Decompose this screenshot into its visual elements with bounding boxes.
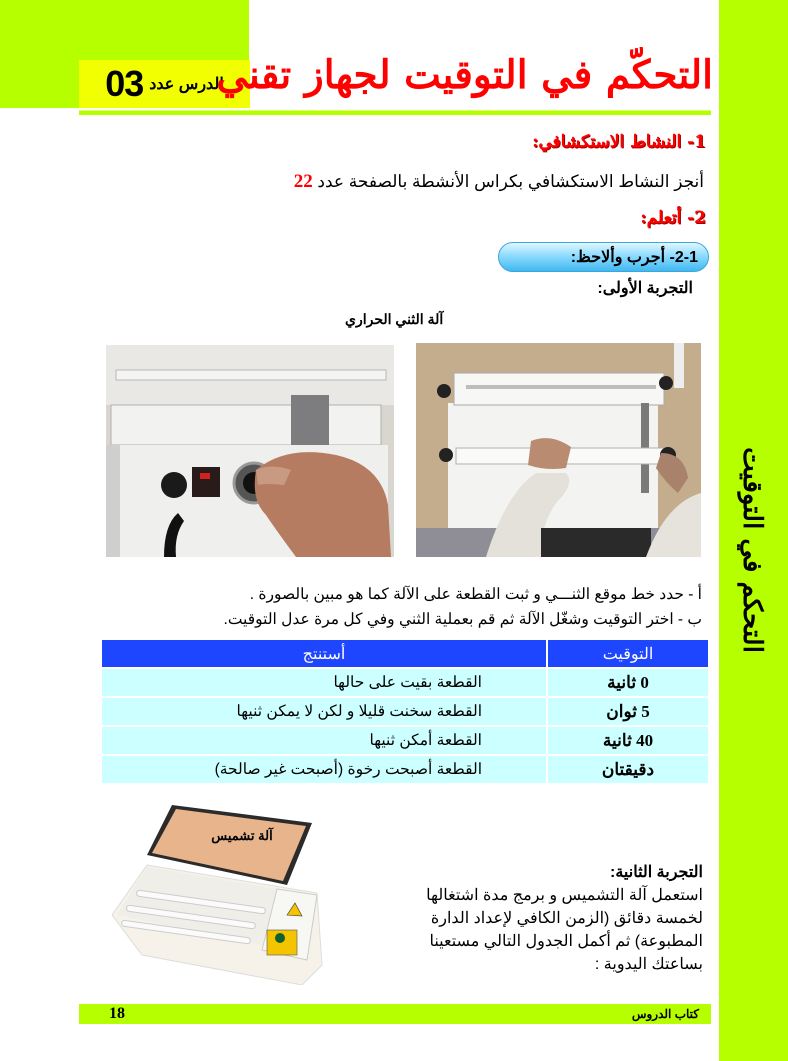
instruction-b: ب - اختر التوقيت وشغّل الآلة ثم قم بعملية الثني وفي كل مرة عدل التوقيت.	[223, 611, 702, 628]
page-footer	[79, 1004, 711, 1024]
cell-time: دقيقتان	[548, 756, 708, 783]
subsection-pill	[498, 242, 709, 272]
uv-machine-caption: آلة تشميس	[211, 828, 273, 843]
side-title	[722, 440, 782, 660]
lesson-label: الدرس عدد	[149, 76, 224, 93]
experiment2-title: التجربة الثانية:	[610, 864, 703, 881]
page-number: 18	[109, 1005, 125, 1022]
heat-bender-photo-top	[416, 343, 701, 557]
header-conclusion: أستنتج	[102, 640, 546, 667]
heat-bender-photo-closeup	[106, 345, 394, 557]
heat-bender-top-illustration	[416, 343, 701, 557]
subsection-heading: 2-1- أجرب وألاحظ:	[570, 249, 698, 266]
table-header-row	[102, 640, 708, 667]
table-row	[102, 669, 708, 696]
page-reference: 22	[293, 171, 313, 192]
experiment1-title: التجربة الأولى:	[597, 280, 693, 297]
cell-result: القطعة بقيت على حالها	[102, 669, 546, 696]
cell-time: 0 ثانية	[548, 669, 708, 696]
book-title: كتاب الدروس	[631, 1007, 699, 1021]
uv-exposure-machine-photo	[112, 795, 327, 985]
section1-heading: 1- النشاط الاستكشافي:	[532, 132, 706, 152]
cell-result: القطعة أصبحت رخوة (أصبحت غير صالحة)	[102, 756, 546, 783]
section1-text	[294, 171, 704, 193]
side-title-text: التحكم في التوقيت	[737, 447, 767, 653]
header-time: التوقيت	[548, 640, 708, 667]
instruction-a: أ - حدد خط موقع الثنـــي و ثبت القطعة على الآلة كما هو مبين بالصورة .	[249, 586, 702, 603]
title-divider	[79, 110, 711, 115]
table-row	[102, 698, 708, 725]
table-row	[102, 756, 708, 783]
results-table	[100, 638, 710, 785]
section2-heading: 2- أتعلم:	[640, 208, 706, 228]
experiment2-text: استعمل آلة التشميس و برمج مدة اشتغالها لخمسة دقائق (الزمن الكافي لإعداد الدارة المطبوعة) ثم أكمل الجدول التالي مستعينا بساعتك اليدوية :	[426, 887, 703, 973]
page-title: التحكّم في التوقيت لجهاز تقني	[216, 52, 713, 98]
heat-bender-closeup-illustration	[106, 345, 394, 557]
table-row	[102, 727, 708, 754]
cell-time: 40 ثانية	[548, 727, 708, 754]
uv-exposure-machine-illustration	[112, 795, 327, 985]
machine1-caption: آلة الثني الحراري	[345, 311, 444, 327]
cell-result: القطعة أمكن ثنيها	[102, 727, 546, 754]
lesson-number: 03	[105, 63, 144, 104]
cell-time: 5 ثوان	[548, 698, 708, 725]
section1-instruction: أنجز النشاط الاستكشافي بكراس الأنشطة بالصفحة عدد	[317, 172, 704, 191]
cell-result: القطعة سخنت قليلا و لكن لا يمكن ثنيها	[102, 698, 546, 725]
